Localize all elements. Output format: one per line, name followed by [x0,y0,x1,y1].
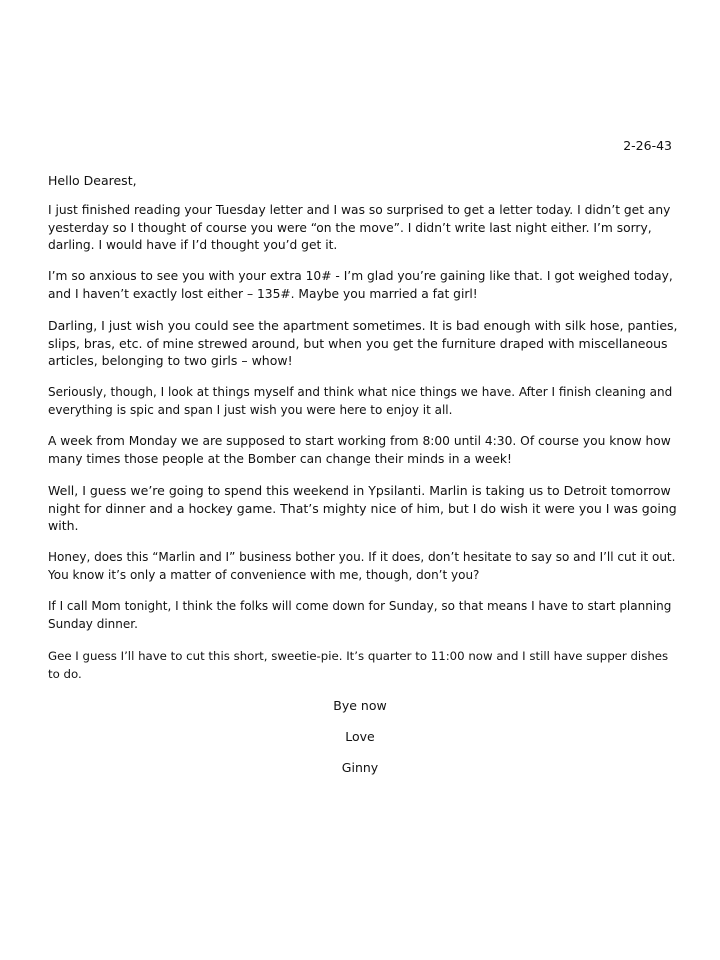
paragraph-line: to do. [48,666,82,681]
paragraph-line: Well, I guess we’re going to spend this weekend in Ypsilanti. Marlin is taking us to Detroit tomorrow [48,483,671,498]
paragraph-line: everything is spic and span I just wish you were here to enjoy it all. [48,402,453,417]
paragraph-line: Gee I guess I’ll have to cut this short, sweetie-pie. It’s quarter to 11:00 now and I still have supper dishes [48,649,669,663]
paragraph-1 [48,202,670,255]
paragraph-line: night for dinner and a hockey game. That’s mighty nice of him, but I do wish it were you I was going [48,500,677,516]
paragraph-4 [48,384,672,419]
letter-greeting: Hello Dearest, [48,173,137,188]
paragraph-6 [48,482,677,535]
paragraph-3 [48,317,678,370]
paragraph-line: and I haven’t exactly lost either – 135#. Maybe you married a fat girl! [48,286,478,301]
paragraph-line: I just finished reading your Tuesday letter and I was so surprised to get a letter today. I didn’t get any [48,203,671,217]
paragraph-line: Honey, does this “Marlin and I” business bother you. If it does, don’t hesitate to say so and I’ll cut it out. [48,550,676,564]
paragraph-line: darling. I would have if I’d thought you’d get it. [48,238,338,253]
paragraph-line: A week from Monday we are supposed to start working from 8:00 until 4:30. Of course you know how [48,434,671,448]
paragraph-7 [48,549,675,584]
paragraph-line: I’m so anxious to see you with your extra 10# - I’m glad you’re gaining like that. I got weighed today, [48,269,673,283]
paragraph-line: Seriously, though, I look at things myself and think what nice things we have. After I finish cleaning and [48,385,673,399]
paragraph-9 [48,648,668,683]
closing-bye: Bye now [333,698,387,713]
paragraph-8 [48,598,671,633]
signature: Ginny [341,760,379,775]
paragraph-5 [48,433,671,468]
paragraph-line: If I call Mom tonight, I think the folks will come down for Sunday, so that means I have to start planning [48,599,672,613]
paragraph-line: many times those people at the Bomber can change their minds in a week! [48,451,512,466]
letter-date: 2-26-43 [623,138,672,153]
closing-love: Love [345,729,375,744]
paragraph-line: Sunday dinner. [48,616,138,631]
paragraph-line: You know it’s only a matter of convenience with me, though, don’t you? [48,567,480,582]
paragraph-line: slips, bras, etc. of mine strewed around, but when you get the furniture draped with miscellaneous [48,335,668,351]
paragraph-line: Darling, I just wish you could see the apartment sometimes. It is bad enough with silk hose, panties, [48,318,678,333]
paragraph-line: with. [48,518,79,534]
paragraph-line: yesterday so I thought of course you were “on the move”. I didn’t write last night either. I’m sorry, [48,220,652,235]
paragraph-line: articles, belonging to two girls – whow! [48,353,293,369]
paragraph-2 [48,268,673,303]
